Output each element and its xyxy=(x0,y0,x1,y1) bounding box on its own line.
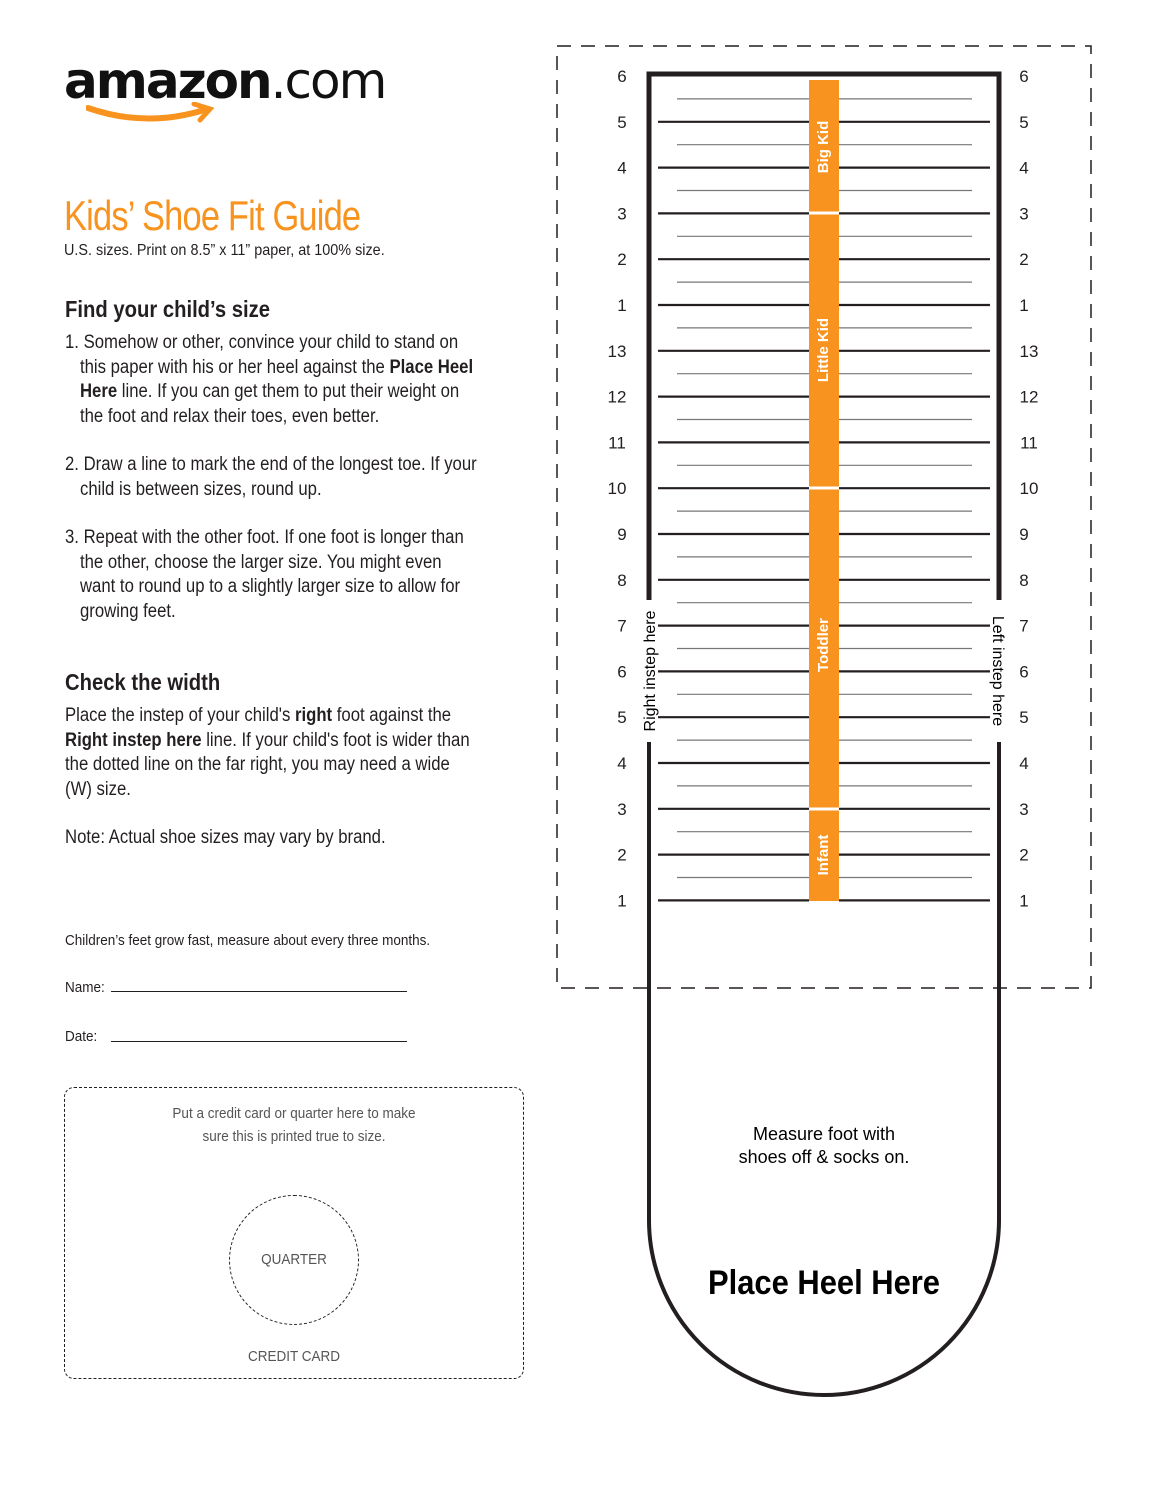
quarter-label: QUARTER xyxy=(261,1251,327,1268)
measure-note-2: shoes off & socks on. xyxy=(738,1147,910,1167)
size-label-left: 3 xyxy=(617,799,627,819)
size-label-left: 5 xyxy=(617,708,627,728)
place-heel-here-label: Place Heel Here xyxy=(708,1264,940,1302)
size-label-left: 2 xyxy=(617,845,627,865)
brand-note: Note: Actual shoe sizes may vary by brand. xyxy=(65,827,386,848)
width-text: Place the instep of your child's right foot against the Right instep here line. If your child's foot is wider than the dotted line on the far right, you may need a wide (W) size. xyxy=(65,705,470,800)
size-label-left: 5 xyxy=(617,112,627,132)
category-label: Big Kid xyxy=(814,120,832,174)
date-label: Date: xyxy=(65,1028,98,1045)
logo-brand: amazon xyxy=(64,52,271,110)
size-label-right: 2 xyxy=(1019,845,1029,865)
find-size-heading: Find your child’s size xyxy=(65,296,271,322)
category-label: Toddler xyxy=(814,618,832,672)
left-instep-label: Left instep here xyxy=(988,615,1006,727)
page-subtitle: U.S. sizes. Print on 8.5” x 11” paper, at 100% size. xyxy=(64,242,385,259)
size-label-right: 7 xyxy=(1019,616,1029,636)
size-label-right: 11 xyxy=(1020,433,1038,453)
size-label-right: 5 xyxy=(1019,708,1029,728)
size-label-left: 1 xyxy=(617,891,627,911)
size-label-right: 5 xyxy=(1019,112,1029,132)
size-label-left: 3 xyxy=(617,204,627,224)
size-label-right: 12 xyxy=(1019,387,1039,407)
step-1: 1. Somehow or other, convince your child to stand on this paper with his or her heel against the Place Heel Here line. If you can get them to put their weight on the foot and relax their toes, even better. xyxy=(65,332,474,427)
category-separator xyxy=(809,808,839,811)
size-label-left: 6 xyxy=(617,662,627,682)
size-label-left: 9 xyxy=(617,525,627,544)
size-label-left: 2 xyxy=(617,250,627,270)
right-instep-label: Right instep here xyxy=(642,610,660,732)
step-3: 3. Repeat with the other foot. If one foot is longer than the other, choose the larger size. You might even want to round up to a slightly larger size to allow for growing feet. xyxy=(65,527,464,622)
size-label-right: 1 xyxy=(1019,296,1029,315)
size-label-right: 10 xyxy=(1019,479,1039,499)
size-label-right: 8 xyxy=(1019,570,1029,590)
size-label-right: 9 xyxy=(1019,525,1029,544)
category-label: Infant xyxy=(814,834,832,876)
name-label: Name: xyxy=(65,979,105,996)
size-label-left: 7 xyxy=(617,616,627,636)
measure-note-1: Measure foot with xyxy=(752,1124,896,1144)
size-label-left: 1 xyxy=(617,296,627,315)
credit-card-label: CREDIT CARD xyxy=(247,1348,340,1365)
size-label-left: 10 xyxy=(607,479,627,499)
size-label-left: 4 xyxy=(617,754,627,773)
page-title: Kids’ Shoe Fit Guide xyxy=(64,192,361,239)
size-label-right: 13 xyxy=(1019,341,1039,361)
size-label-right: 6 xyxy=(1019,662,1029,682)
size-label-left: 13 xyxy=(607,341,627,361)
width-heading: Check the width xyxy=(65,669,221,695)
size-label-left: 8 xyxy=(617,570,627,590)
card-instructions: Put a credit card or quarter here to make sure this is printed true to size. xyxy=(172,1105,416,1145)
size-label-right: 3 xyxy=(1019,204,1029,224)
size-label-right: 4 xyxy=(1019,754,1029,773)
size-label-left: 4 xyxy=(617,158,627,178)
size-category-band xyxy=(809,80,839,901)
category-label: Little Kid xyxy=(814,317,832,383)
size-label-right: 2 xyxy=(1019,250,1029,270)
logo-tld: .com xyxy=(270,52,386,110)
size-label-right: 3 xyxy=(1019,799,1029,819)
size-label-left: 6 xyxy=(617,67,627,86)
category-separator xyxy=(809,487,839,490)
category-separator xyxy=(809,212,839,215)
size-label-right: 4 xyxy=(1019,158,1029,178)
size-label-left: 11 xyxy=(608,433,626,453)
size-label-left: 12 xyxy=(607,387,627,407)
size-label-right: 1 xyxy=(1019,891,1029,911)
step-2: 2. Draw a line to mark the end of the longest toe. If your child is between sizes, round up. xyxy=(65,454,477,500)
size-label-right: 6 xyxy=(1019,67,1029,86)
measure-tip: Children’s feet grow fast, measure about every three months. xyxy=(65,932,431,949)
